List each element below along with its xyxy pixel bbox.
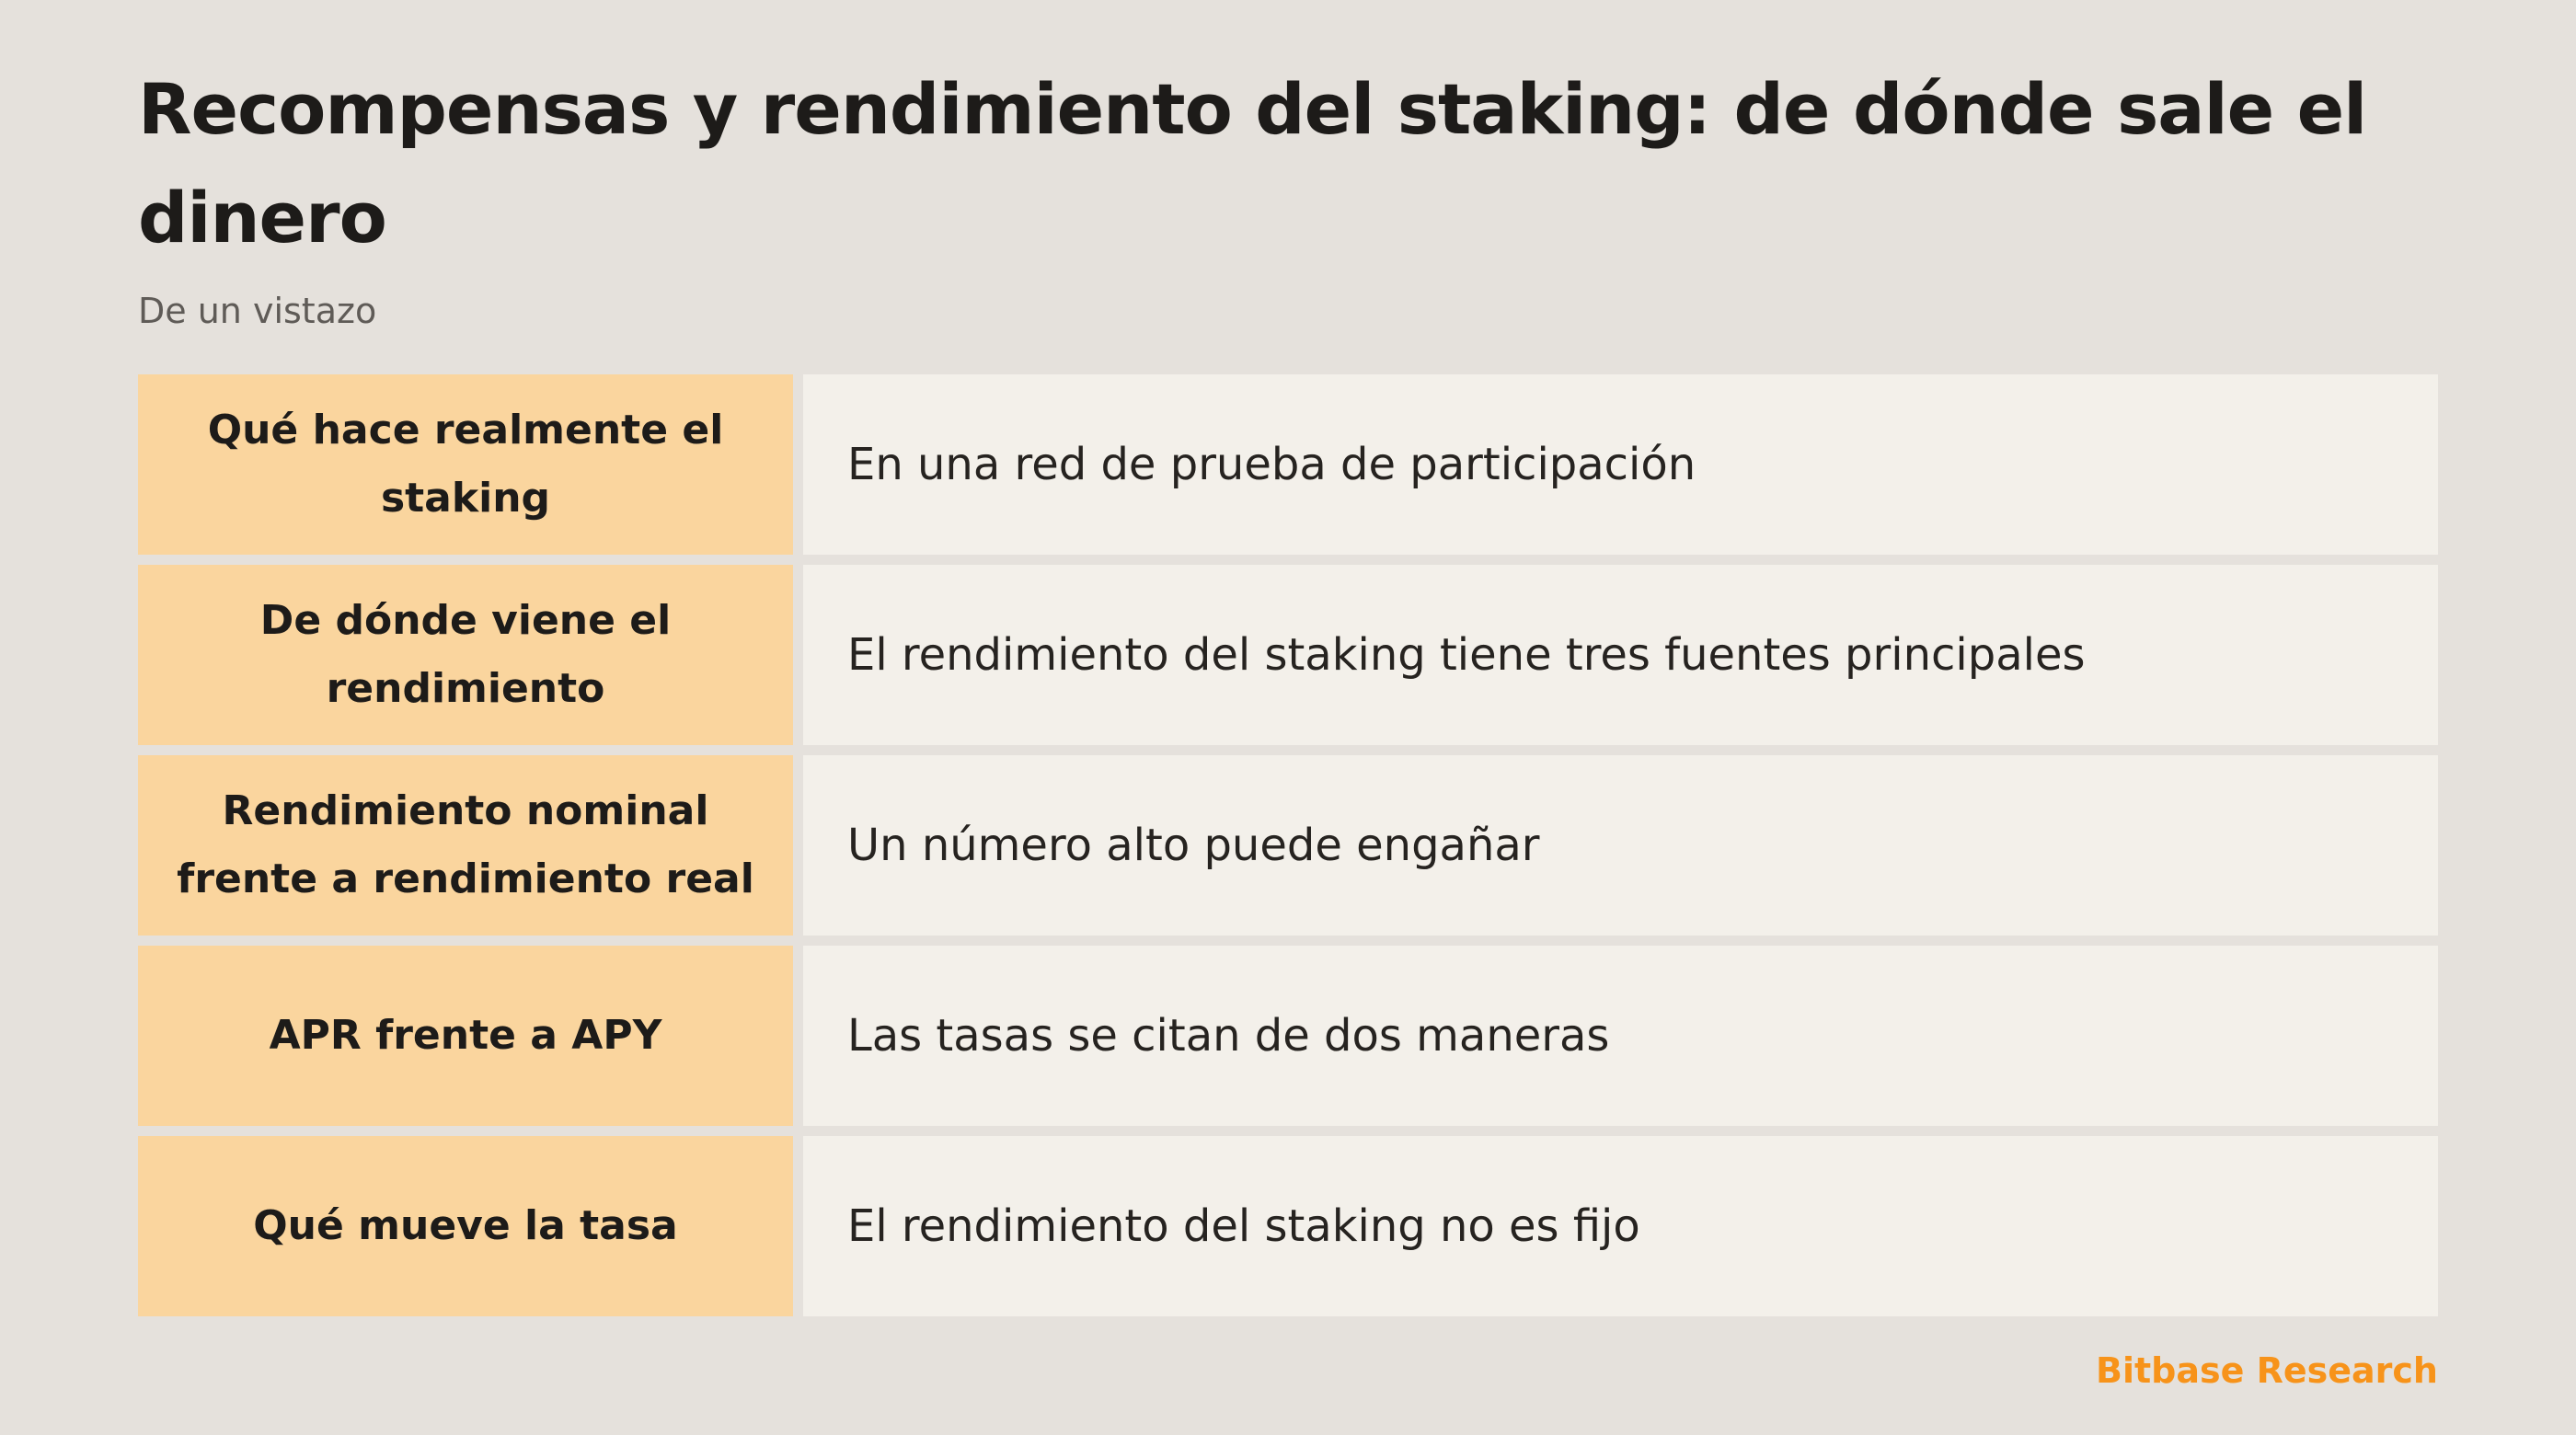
page	[138, 55, 2438, 1252]
table-row	[138, 946, 2438, 1126]
row-label: APR frente a APY	[138, 946, 793, 1126]
row-label: De dónde viene el rendimiento	[138, 565, 793, 745]
row-value: El rendimiento del staking tiene tres fuentes principales	[803, 565, 2438, 745]
brand-label: Bitbase Research	[2095, 1350, 2438, 1391]
table-row	[138, 374, 2438, 555]
table-row	[138, 565, 2438, 745]
row-label: Qué hace realmente el staking	[138, 374, 793, 555]
page-title: Recompensas y rendimiento del staking: de dónde sale el dinero	[138, 68, 2367, 258]
table-row	[138, 1136, 2438, 1316]
row-label: Rendimiento nominal frente a rendimiento real	[138, 755, 793, 936]
row-value: Un número alto puede engañar	[803, 755, 2438, 936]
row-value: Las tasas se citan de dos maneras	[803, 946, 2438, 1126]
row-label: Qué mueve la tasa	[138, 1136, 793, 1316]
row-value: El rendimiento del staking no es fijo	[803, 1136, 2438, 1316]
page-subtitle: De un vistazo	[138, 291, 377, 331]
row-value: En una red de prueba de participación	[803, 374, 2438, 555]
table-row	[138, 755, 2438, 936]
summary-table	[138, 374, 2438, 1316]
